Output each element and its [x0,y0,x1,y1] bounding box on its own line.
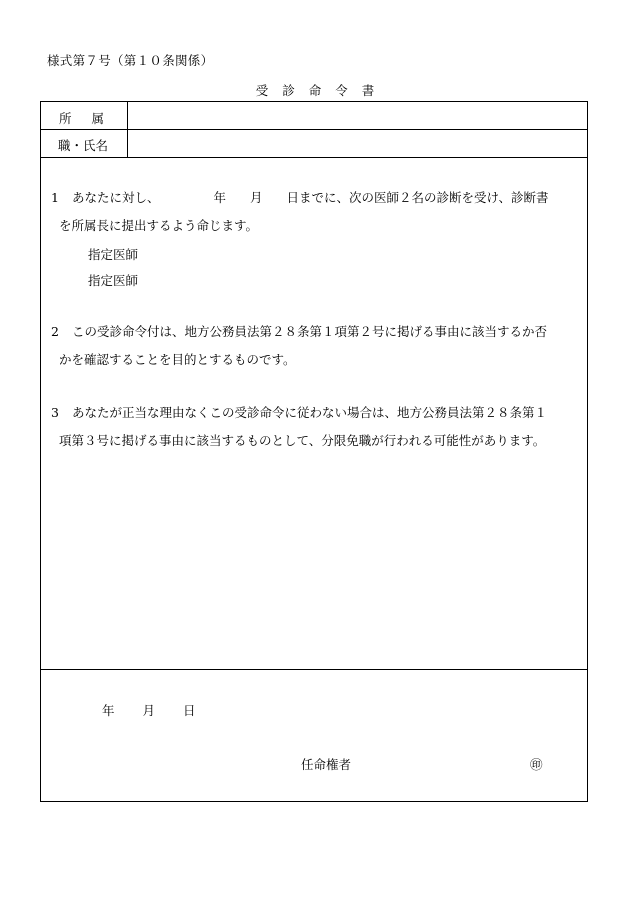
issue-date-month: 月 [142,703,156,718]
paragraph-1-line1-b: 日までに、次の医師２名の診断を受け、診断書 [286,190,549,205]
paragraph-3-line1: あなたが正当な理由なくこの受診命令に従わない場合は、地方公務員法第２８条第１ [72,405,548,420]
paragraph-1-number: 1 [51,190,59,205]
position-name-field[interactable] [129,131,585,156]
issue-date-year: 年 [102,703,115,718]
appointing-authority-label: 任命権者 [301,757,352,772]
footer-divider [41,669,587,670]
table-row-divider [41,129,587,130]
paragraph-3-number: 3 [51,405,59,420]
document-title: 受診命令書 [255,83,389,98]
form-frame [40,101,588,802]
seal-mark: ㊞ [530,757,543,772]
paragraph-1-line2: を所属長に提出するよう命じます。 [59,218,259,233]
affiliation-label: 所属 [59,111,125,126]
form-number: 様式第７号（第１０条関係） [47,53,214,68]
paragraph-2-line2: かを確認することを目的とするものです。 [59,352,296,367]
issue-date-day: 日 [183,703,196,718]
paragraph-1 [51,184,581,240]
paragraph-1-year: 年 [213,190,227,205]
position-name-label: 職・氏名 [58,138,109,153]
paragraph-2-line1: この受診命令付は、地方公務員法第２８条第１項第２号に掲げる事由に該当するか否 [72,324,548,339]
paragraph-2-number: 2 [51,324,59,339]
paragraph-1-line1-a: あなたに対し、 [72,190,160,205]
paragraph-1-month: 月 [250,190,263,205]
issue-date [102,701,196,719]
table-bottom-divider [41,157,587,158]
designated-doctor-1: 指定医師 [88,247,139,262]
affiliation-field[interactable] [129,103,585,128]
designated-doctor-2: 指定医師 [88,273,139,288]
paragraph-3-line2: 項第３号に掲げる事由に該当するものとして、分限免職が行われる可能性があります。 [59,433,546,448]
paragraph-3 [51,399,581,455]
paragraph-2 [51,318,581,374]
document-title-container [0,81,630,99]
